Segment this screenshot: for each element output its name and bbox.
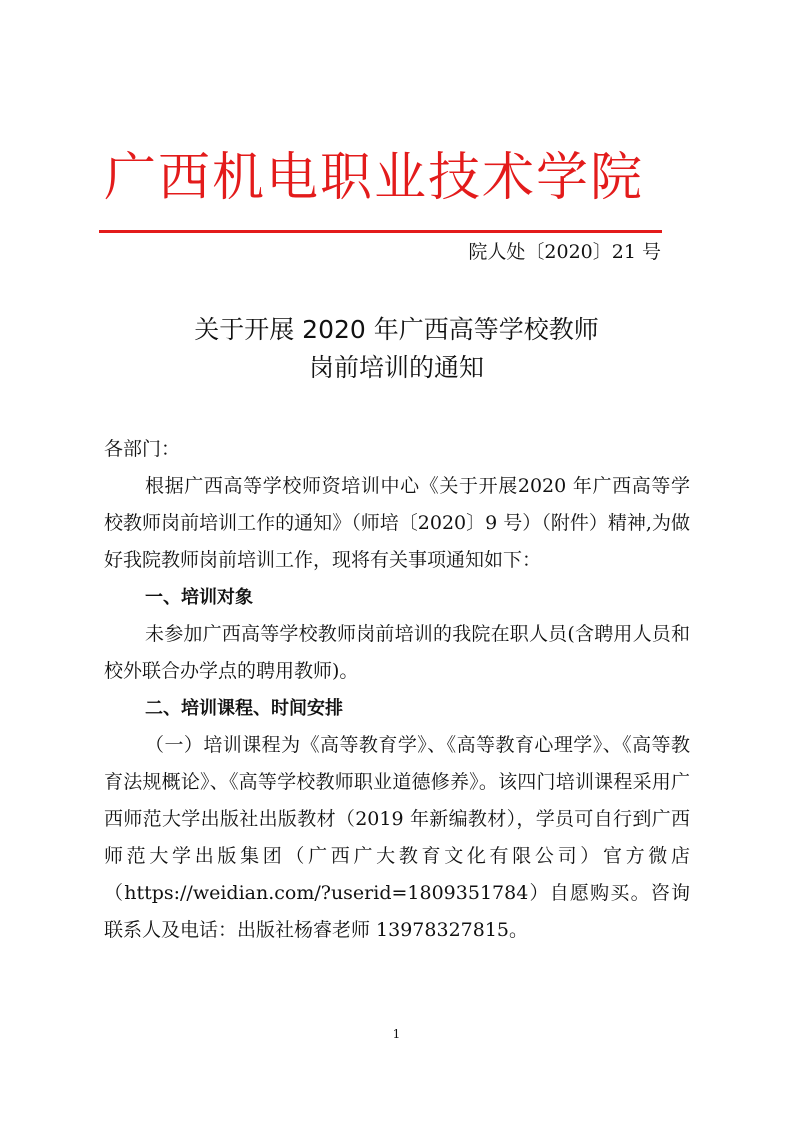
notice-title-line-1: 关于开展 2020 年广西高等学校教师	[194, 315, 599, 344]
page-number: 1	[392, 1027, 401, 1041]
section-heading-participants: 一、培训对象	[145, 587, 253, 608]
section-heading-courses-schedule: 二、培训课程、时间安排	[145, 698, 343, 719]
intro-paragraph: 根据广西高等学校师资培训中心《关于开展2020 年广西高等学校教师岗前培训工作的通知》（师培〔2020〕9 号）（附件）精神,为做好我院教师岗前培训工作，现将有关事项通知如下：	[104, 475, 690, 571]
header-divider	[99, 230, 662, 233]
document-number: 院人处〔2020〕21 号	[468, 241, 661, 263]
courses-paragraph: （一）培训课程为《高等教育学》、《高等教育心理学》、《高等教育法规概论》、《高等学校教师职业道德修养》。该四门培训课程采用广西师范大学出版社出版教材（2019 年新编教材），学员可自行到广西师范大学出版集团（广西广大教育文化有限公司）官方微店（https://weidian.com/?userid=1809351784）自愿购买。咨询联系人及电话：出版社杨睿老师 13978327815。	[104, 734, 690, 941]
participants-paragraph: 未参加广西高等学校教师岗前培训的我院在职人员(含聘用人员和校外联合办学点的聘用教师)。	[104, 623, 690, 682]
institution-name: 广西机电职业技术学院	[104, 148, 645, 208]
notice-title-line-2: 岗前培训的通知	[308, 353, 484, 382]
salutation: 各部门：	[104, 438, 181, 460]
